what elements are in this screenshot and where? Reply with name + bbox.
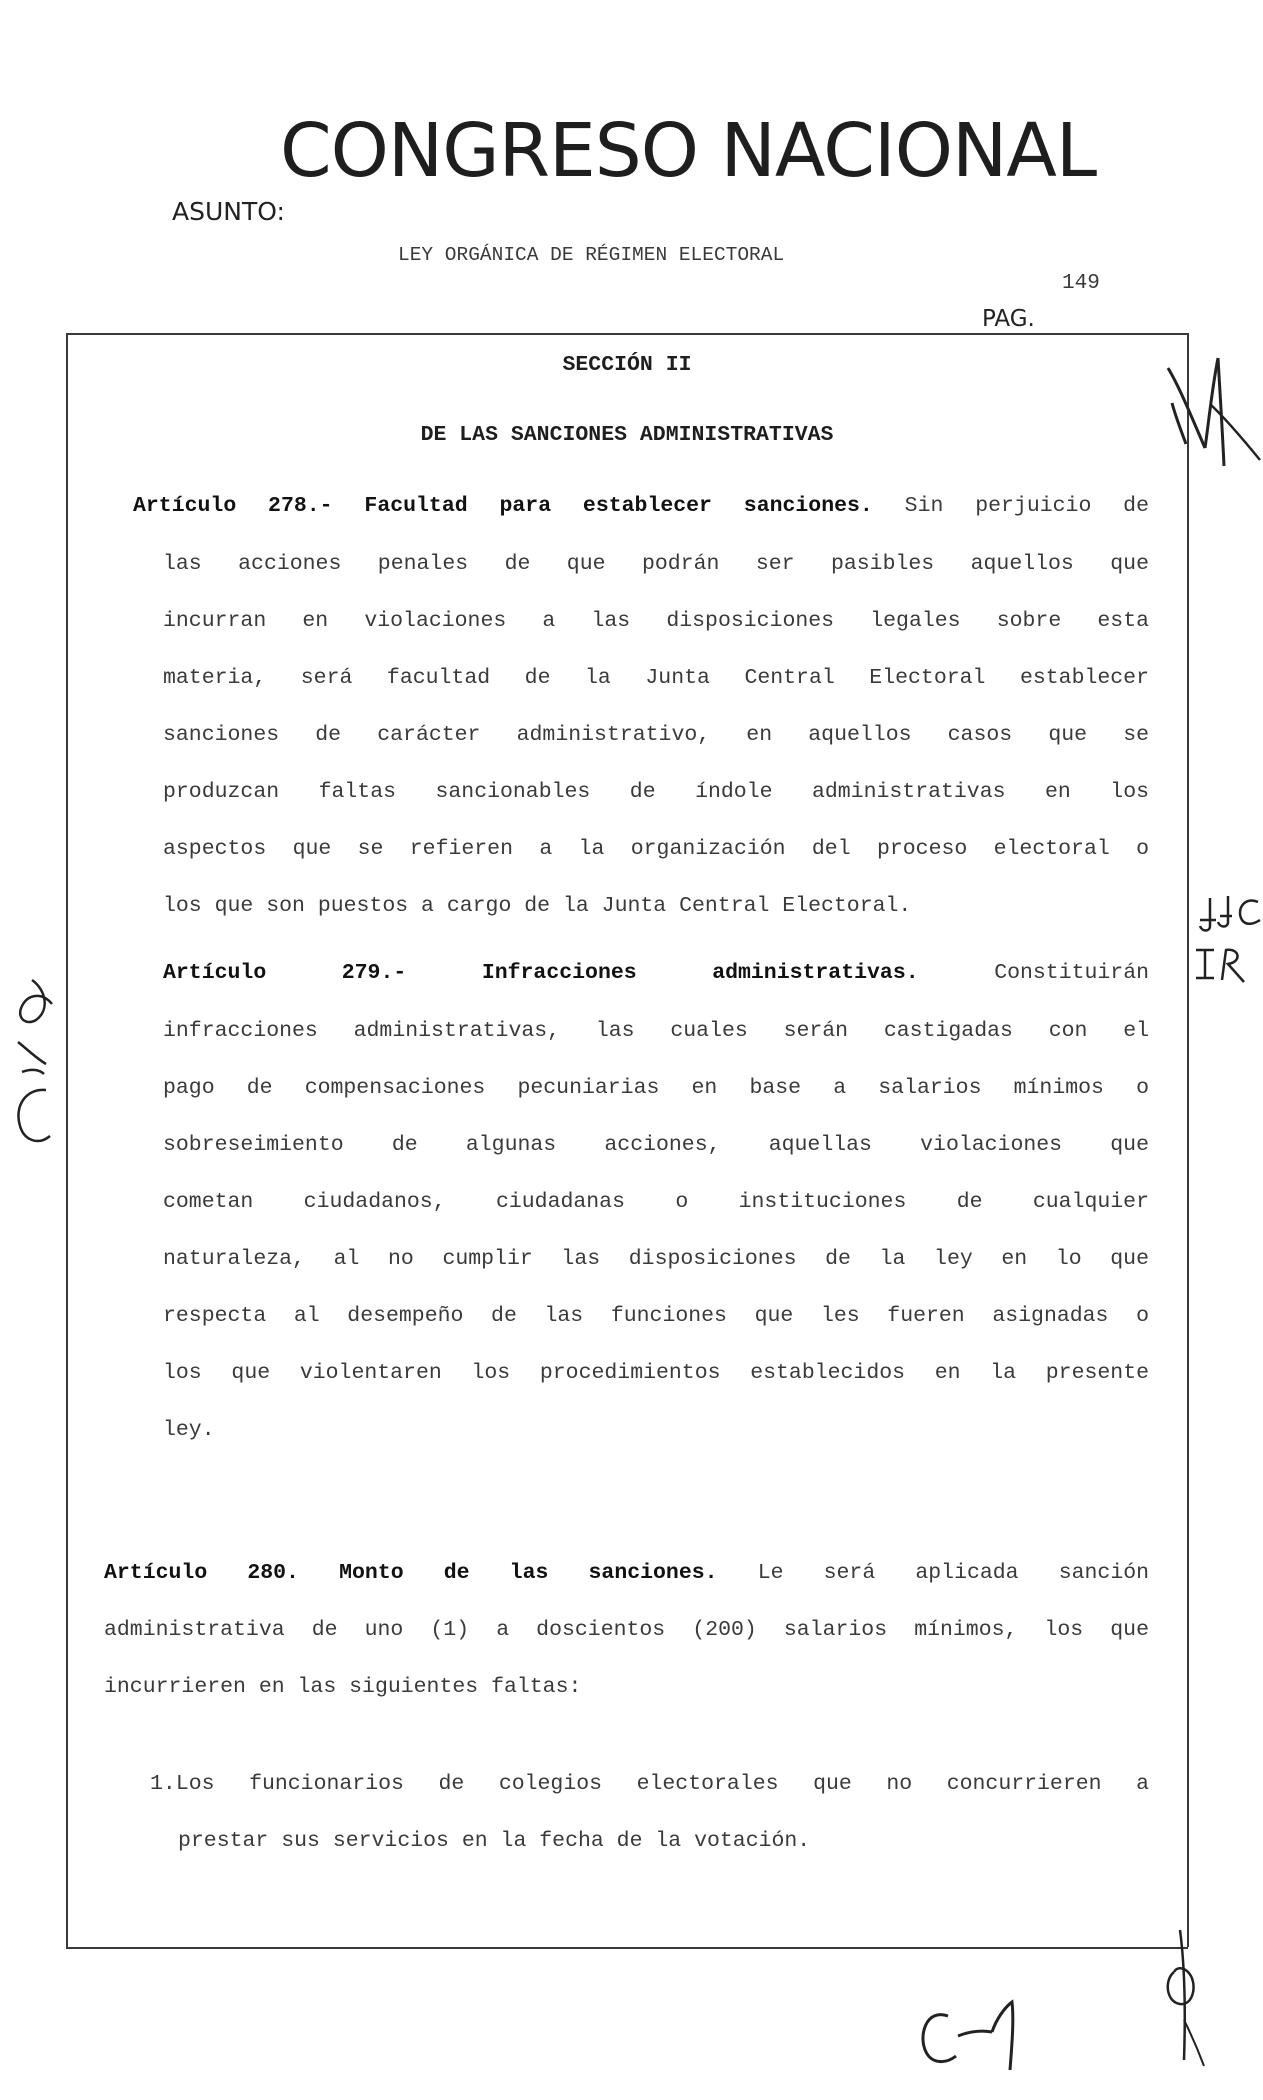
- article-279-line: infracciones administrativas, las cuales serán castigadas con el: [163, 1019, 1149, 1043]
- handwritten-margin-note: [2, 960, 64, 1160]
- article-278-number: Artículo 278.-: [133, 494, 333, 518]
- article-279-line: cometan ciudadanos, ciudadanas o instituciones de cualquier: [163, 1190, 1149, 1214]
- article-278-first-line: [133, 494, 1149, 518]
- article-280-title: Monto de las sanciones.: [339, 1561, 718, 1585]
- article-278-title: Facultad para establecer sanciones.: [364, 494, 873, 518]
- article-280-line: incurrieren en las siguientes faltas:: [104, 1675, 582, 1699]
- article-279-line: ley.: [163, 1418, 215, 1442]
- asunto-label: ASUNTO:: [172, 197, 285, 226]
- list-item-continuation: prestar sus servicios en la fecha de la votación.: [178, 1829, 811, 1853]
- frame-right-border: [1187, 333, 1189, 1947]
- article-279-line: los que violentaren los procedimientos establecidos en la presente: [163, 1361, 1149, 1385]
- article-279-number: Artículo 279.-: [163, 961, 407, 985]
- page-title: CONGRESO NACIONAL: [280, 108, 1097, 194]
- article-278-text: Sin perjuicio de: [904, 494, 1149, 518]
- article-280-first-line: [104, 1561, 1149, 1585]
- handwritten-check-mark: [1150, 348, 1263, 468]
- list-item: [150, 1772, 1149, 1796]
- article-279-line: naturaleza, al no cumplir las disposiciones de la ley en lo que: [163, 1247, 1149, 1271]
- article-280-number: Artículo 280.: [104, 1561, 299, 1585]
- article-279-text: Constituirán: [994, 961, 1150, 985]
- section-subheading: DE LAS SANCIONES ADMINISTRATIVAS: [420, 423, 834, 447]
- article-278-line: aspectos que se refieren a la organización del proceso electoral o: [163, 837, 1149, 861]
- pag-label: PAG.: [982, 306, 1035, 332]
- subject-text: LEY ORGÁNICA DE RÉGIMEN ELECTORAL: [398, 244, 785, 266]
- article-279-line: pago de compensaciones pecuniarias en base a salarios mínimos o: [163, 1076, 1149, 1100]
- article-279-line: respecta al desempeño de las funciones que les fueren asignadas o: [163, 1304, 1149, 1328]
- article-278-line: las acciones penales de que podrán ser pasibles aquellos que: [163, 552, 1149, 576]
- article-279-line: sobreseimiento de algunas acciones, aquellas violaciones que: [163, 1133, 1149, 1157]
- list-item-text: Los funcionarios de colegios electorales que no concurrieren a: [175, 1772, 1149, 1796]
- article-279-title: Infracciones administrativas.: [481, 961, 919, 985]
- handwritten-signature: [900, 1990, 1100, 2090]
- article-280-text: Le será aplicada sanción: [757, 1561, 1150, 1585]
- article-278-line: los que son puestos a cargo de la Junta Central Electoral.: [163, 894, 912, 918]
- handwritten-initials: [1192, 888, 1263, 998]
- section-heading: SECCIÓN II: [562, 353, 692, 377]
- article-279-first-line: [163, 961, 1149, 985]
- article-278-line: sanciones de carácter administrativo, en aquellos casos que se: [163, 723, 1149, 747]
- article-278-line: produzcan faltas sancionables de índole administrativas en los: [163, 780, 1149, 804]
- list-item-marker: 1.: [150, 1772, 176, 1796]
- page-number: 149: [1062, 272, 1100, 295]
- article-278-line: materia, será facultad de la Junta Central Electoral establecer: [163, 666, 1149, 690]
- article-278-line: incurran en violaciones a las disposiciones legales sobre esta: [163, 609, 1149, 633]
- article-280-line: administrativa de uno (1) a doscientos (200) salarios mínimos, los que: [104, 1618, 1149, 1642]
- handwritten-page-mark: [1150, 1920, 1220, 2070]
